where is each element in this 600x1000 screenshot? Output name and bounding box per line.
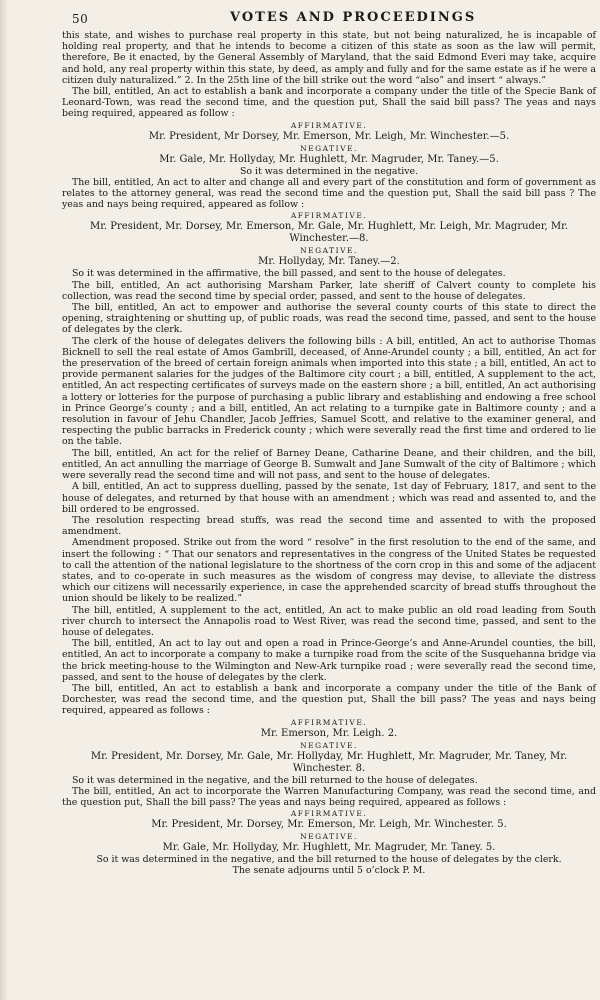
centered-line: So it was determined in the negative. [239, 165, 419, 177]
paragraph: So it was determined in the negative, and the bill returned to the house of delegates. [72, 774, 478, 786]
paragraph: The bill, entitled, A supplement to the act, entitled, An act to make public an old road leading from South river church to intersect the Annapolis road to West River, was read the second time, passed, and sent to the house of delegates. [62, 604, 596, 638]
document-body [62, 30, 596, 877]
vote-names: Mr. Gale, Mr. Hollyday, Mr. Hughlett, Mr. Magruder, Mr. Taney. 5. [162, 842, 496, 854]
paragraph: The bill, entitled, An act to establish a bank and incorporate a company under the title of the Bank of Dorchester, was read the second time, and the question put, Shall the bill pass? The yeas and nays being required, appeared as follows : [62, 682, 596, 717]
vote-names: Mr. Emerson, Mr. Leigh. 2. [260, 727, 398, 739]
paragraph: Amendment proposed. Strike out from the word “ resolve” in the first resolution to the end of the same, and insert the following : “ That our senators and representatives in the congress of the United States be requested to call the attention of the national legislature to the shortness of the corn crop in this and some of the adjacent states, and to co-operate in such measures as the wisdom of congress may devise, to alleviate the distress which our citizens will necessarily experience, in case the apprehended scarcity of bread stuffs throughout the union should be likely to be realized.” [62, 537, 596, 605]
paragraph: So it was determined in the affirmative, the bill passed, and sent to the house of delegates. [72, 268, 506, 280]
vote-heading: AFFIRMATIVE. [290, 211, 368, 221]
paragraph: The bill, entitled, An act to establish a bank and incorporate a company under the title of the Specie Bank of Leonard-Town, was read the second time, and the question put, Shall the said bill pass? The yeas and nays being required, appeared as follow : [62, 86, 596, 120]
page-number: 50 [72, 12, 89, 26]
vote-heading: NEGATIVE. [300, 832, 358, 842]
vote-names: Mr. President, Mr. Dorsey, Mr. Emerson, Mr. Gale, Mr. Hughlett, Mr. Leigh, Mr. Magruder, Mr. Winchester.—8. [90, 221, 568, 245]
vote-heading: AFFIRMATIVE. [290, 120, 368, 130]
vote-heading: NEGATIVE. [300, 143, 358, 153]
page-header [62, 6, 596, 30]
vote-heading: AFFIRMATIVE. [290, 809, 368, 819]
continued-paragraph: this state, and wishes to purchase real property in this state, but not being naturalized, he is incapable of holding real property, and that he intends to become a citizen of this state as soon as the law will permit, therefore, Be it enacted, by the General Assembly of Maryland, that the said Edmond Everi may take, acquire and hold, any real property within this state, by deed, as amply and fully and for the same estate as if he were a citizen duly naturalized.” 2. In the 25th line of the bill strike out the word “also” and insert “ always.” [62, 30, 596, 86]
paragraph: The clerk of the house of delegates delivers the following bills : A bill, entitled, An act to authorise Thomas Bicknell to sell the real estate of Amos Gambrill, deceased, of Anne-Arundel county ; a bill, entitled, An act for the preservation of the breed of certain foreign animals when imported into this state ; a bill, entitled, An act to provide permanent salaries for the judges of the Baltimore city court ; a bill, entitled, A supplement to the act, entitled, An act respecting certificates of surveys made on the eastern shore ; a bill, entitled, An act authorising a lottery or lotteries for the purpose of purchasing a public library and establishing and endowing a free school in Prince George’s county ; and a bill, entitled, An act relating to a turnpike gate in Baltimore county ; and a resolution in favour of Jehu Chandler, Jacob Jeffries, Samuel Scott, and relative to the examiner general, and respecting the public barracks in Frederick county ; which were severally read the first time and ordered to lie on the table. [62, 335, 596, 448]
vote-names: Mr. President, Mr. Dorsey, Mr. Emerson, Mr. Leigh, Mr. Winchester. 5. [151, 819, 507, 831]
paragraph: The bill, entitled, An act to alter and change all and every part of the constitution and form of government as relates to the attorney general, was read the second time and the question put, Shall the said bill pass ? The yeas and nays being required, appeared as follow : [62, 176, 596, 211]
vote-names: Mr. Hollyday, Mr. Taney.—2. [258, 256, 400, 268]
centered-line: The senate adjourns until 5 o’clock P. M. [232, 865, 426, 877]
paragraph: The bill, entitled, An act for the relief of Barney Deane, Catharine Deane, and their children, and the bill, entitled, An act annulling the marriage of George B. Sumwalt and Jane Sumwalt of the city of Baltimore ; which were severally read the second time and will not pass, and sent to the house of delegates. [62, 447, 596, 482]
vote-names: Mr. Gale, Mr. Hollyday, Mr. Hughlett, Mr. Magruder, Mr. Taney.—5. [159, 153, 499, 165]
centered-line: So it was determined in the negative, and the bill returned to the house of delegates by the clerk. [96, 854, 562, 866]
running-title: VOTES AND PROCEEDINGS [230, 10, 477, 25]
paragraph: A bill, entitled, An act to suppress duelling, passed by the senate, 1st day of February, 1817, and sent to the house of delegates, and returned by that house with an amendment ; which was read and assented to, and the bill ordered to be engrossed. [62, 481, 596, 515]
vote-heading: AFFIRMATIVE. [290, 717, 368, 727]
vote-heading: NEGATIVE. [300, 740, 358, 750]
binding-shadow [0, 0, 8, 1000]
paragraph: The resolution respecting bread stuffs, was read the second time and assented to with the proposed amendment. [62, 514, 596, 538]
paragraph: The bill, entitled, An act to lay out and open a road in Prince-George’s and Anne-Arundel counties, the bill, entitled, An act to incorporate a company to make a turnpike road from the scite of the Susquehanna bridge via the brick meeting-house to the Wilmington and New-Ark turnpike road ; were severally read the second time, passed, and sent to the house of delegates by the clerk. [62, 638, 596, 683]
paragraph: The bill, entitled, An act authorising Marsham Parker, late sheriff of Calvert county to complete his collection, was read the second time by special order, passed, and sent to the house of delegates. [62, 279, 596, 302]
paragraph: The bill, entitled, An act to incorporate the Warren Manufacturing Company, was read the second time, and the question put, Shall the bill pass? The yeas and nays being required, appeared as follows : [62, 785, 596, 808]
vote-heading: NEGATIVE. [300, 246, 358, 256]
vote-names: Mr. President, Mr Dorsey, Mr. Emerson, Mr. Leigh, Mr. Winchester.—5. [148, 130, 510, 142]
paragraph: The bill, entitled, An act to empower and authorise the several county courts of this state to direct the opening, straightening or shutting up, of public roads, was read the second time, passed, and sent to the house of delegates by the clerk. [62, 302, 596, 336]
vote-names: Mr. President, Mr. Dorsey, Mr. Gale, Mr. Hollyday, Mr. Hughlett, Mr. Magruder, Mr. Taney, Mr. Winchester. 8. [90, 750, 568, 774]
